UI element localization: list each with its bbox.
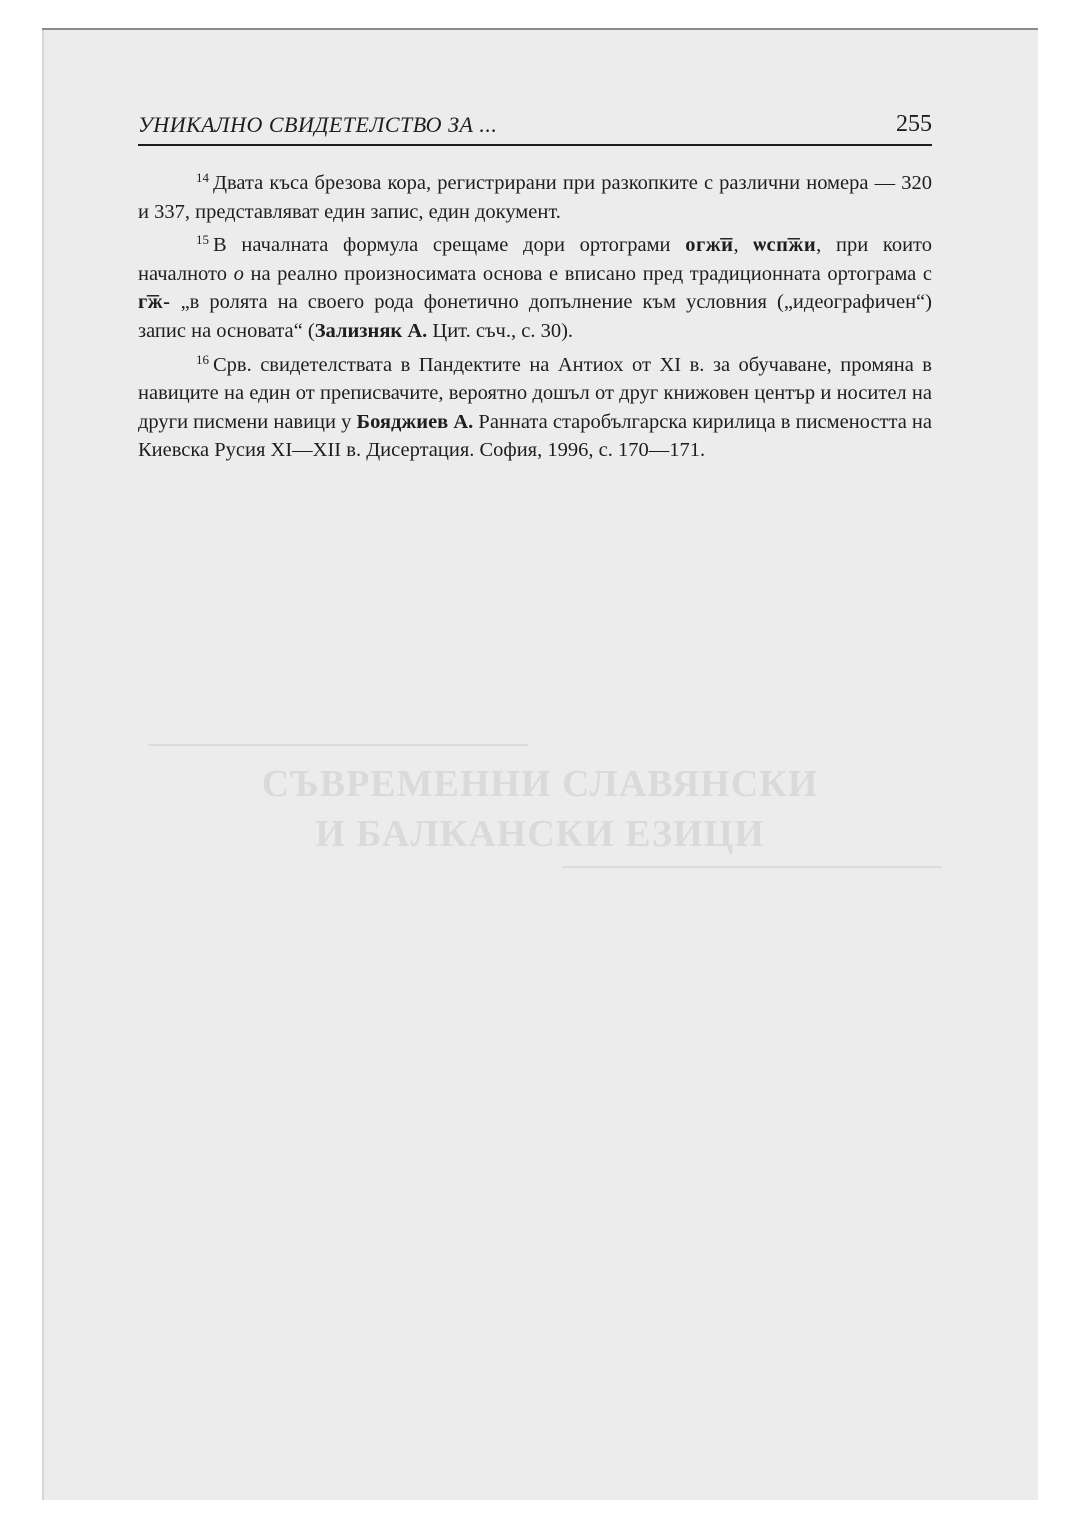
running-title: УНИКАЛНО СВИДЕТЕЛСТВО ЗА ... [138, 112, 498, 137]
footnote-text-part: Цит. съч., с. 30). [427, 319, 574, 342]
footnote-text: Двата къса брезова кора, регистрирани при разкопките с различни номера — 320 и 337, представляват един запис, един документ. [138, 172, 932, 223]
footnote-number: 15 [196, 232, 209, 248]
footnote-number: 16 [196, 351, 209, 367]
show-through-title-line1: СЪВРЕМЕННИ СЛАВЯНСКИ [261, 763, 819, 805]
footnote-14 [138, 164, 932, 226]
show-through-title-line2: И БАЛКАНСКИ ЕЗИЦИ [315, 813, 765, 855]
page-number: 255 [896, 111, 932, 137]
footnote-text-part: „в ролята на своего рода фонетично допълнение към условния („идеографичен“) запис на основата“ ( [138, 291, 932, 342]
footnote-text-part: Срв. свидетелствата в Пандектите на Антиох от XI в. за обучаване, промяна в навиците на един от преписвачите, вероятно дошъл от друг книжовен център и носител на други писмени навици у [138, 353, 932, 433]
footnote-16 [138, 346, 932, 465]
footnotes-block [138, 164, 932, 465]
orthogram-form: ѡсп͞жи [753, 234, 817, 257]
orthogram-form: г͞ж- [138, 291, 171, 314]
show-through-rule-bottom [562, 866, 942, 868]
footnote-text-part: , [733, 234, 754, 257]
cited-author: Зализняк А. [314, 319, 428, 342]
footnote-text-part: , при които началното [138, 234, 932, 285]
footnote-number: 14 [196, 170, 209, 185]
running-header [138, 110, 932, 146]
footnote-text-part: В началната формула срещаме дори ортограми [213, 234, 686, 257]
cited-author: Бояджиев А. [356, 410, 474, 433]
italic-letter: о [233, 262, 244, 285]
footnote-text-part: Ранната старобългарска кирилица в писмеността на Киевска Русия XI—XII в. Дисертация. София, 1996, с. 170—171. [138, 410, 933, 462]
orthogram-form: огж͞и [685, 234, 734, 257]
footnote-15 [138, 226, 932, 345]
show-through-rule-top [148, 744, 528, 746]
footnote-text-part: на реално произносимата основа е вписано пред традиционната ортограма с [243, 262, 932, 285]
